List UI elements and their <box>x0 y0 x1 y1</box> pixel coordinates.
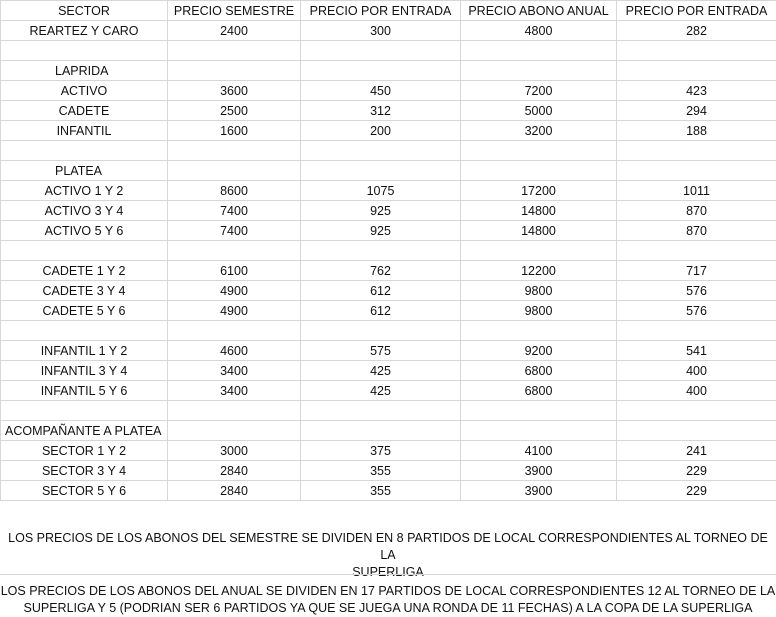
cell-empty <box>461 321 617 341</box>
header-row <box>1 1 776 21</box>
cell-sector: INFANTIL 3 Y 4 <box>1 361 168 381</box>
cell-precio-por-entrada-semestre: 355 <box>301 481 461 501</box>
section-row <box>1 161 776 181</box>
note-divider <box>0 574 776 575</box>
cell-precio-semestre: 2400 <box>168 21 301 41</box>
cell-precio-semestre: 2840 <box>168 461 301 481</box>
cell-precio-abono-anual: 3900 <box>461 481 617 501</box>
table-row <box>1 341 776 361</box>
cell-empty <box>301 141 461 161</box>
cell-empty <box>617 141 776 161</box>
note-semestre-line2: SUPERLIGA <box>352 565 424 579</box>
cell-precio-semestre: 4600 <box>168 341 301 361</box>
table-row <box>1 201 776 221</box>
cell-empty <box>461 421 617 441</box>
cell-precio-por-entrada-semestre: 425 <box>301 381 461 401</box>
cell-precio-por-entrada-anual: 576 <box>617 301 776 321</box>
cell-precio-por-entrada-anual: 282 <box>617 21 776 41</box>
cell-empty <box>461 61 617 81</box>
cell-precio-por-entrada-semestre: 355 <box>301 461 461 481</box>
cell-precio-semestre: 3400 <box>168 361 301 381</box>
cell-precio-por-entrada-semestre: 612 <box>301 281 461 301</box>
cell-empty <box>168 61 301 81</box>
blank-row <box>1 401 776 421</box>
cell-precio-semestre: 3000 <box>168 441 301 461</box>
cell-precio-abono-anual: 9800 <box>461 301 617 321</box>
table-row <box>1 381 776 401</box>
cell-precio-por-entrada-anual: 229 <box>617 461 776 481</box>
cell-precio-semestre: 4900 <box>168 281 301 301</box>
cell-sector: CADETE <box>1 101 168 121</box>
header-sector: SECTOR <box>1 1 168 21</box>
cell-precio-semestre: 4900 <box>168 301 301 321</box>
cell-sector: INFANTIL 5 Y 6 <box>1 381 168 401</box>
section-label: ACOMPAÑANTE A PLATEA <box>1 421 168 441</box>
cell-precio-abono-anual: 9800 <box>461 281 617 301</box>
cell-sector: CADETE 1 Y 2 <box>1 261 168 281</box>
cell-precio-por-entrada-semestre: 925 <box>301 221 461 241</box>
section-label: PLATEA <box>1 161 168 181</box>
cell-precio-por-entrada-semestre: 575 <box>301 341 461 361</box>
cell-precio-abono-anual: 6800 <box>461 361 617 381</box>
cell-precio-semestre: 2500 <box>168 101 301 121</box>
cell-precio-semestre: 7400 <box>168 221 301 241</box>
cell-precio-abono-anual: 4800 <box>461 21 617 41</box>
blank-row <box>1 241 776 261</box>
table-row <box>1 441 776 461</box>
cell-precio-por-entrada-anual: 229 <box>617 481 776 501</box>
note-semestre-line1: LOS PRECIOS DE LOS ABONOS DEL SEMESTRE SE DIVIDEN EN 8 PARTIDOS DE LOCAL CORRESPONDIENTES AL TORNEO DE LA <box>8 531 768 562</box>
section-row <box>1 61 776 81</box>
cell-precio-semestre: 7400 <box>168 201 301 221</box>
cell-precio-abono-anual: 3900 <box>461 461 617 481</box>
cell-empty <box>1 241 168 261</box>
cell-empty <box>168 41 301 61</box>
cell-precio-abono-anual: 3200 <box>461 121 617 141</box>
cell-precio-por-entrada-anual: 717 <box>617 261 776 281</box>
cell-precio-semestre: 2840 <box>168 481 301 501</box>
cell-empty <box>301 61 461 81</box>
cell-empty <box>168 241 301 261</box>
cell-empty <box>461 41 617 61</box>
table-row <box>1 301 776 321</box>
cell-precio-por-entrada-semestre: 425 <box>301 361 461 381</box>
table-row <box>1 481 776 501</box>
cell-empty <box>168 141 301 161</box>
cell-precio-semestre: 3400 <box>168 381 301 401</box>
table-row <box>1 121 776 141</box>
cell-precio-por-entrada-anual: 541 <box>617 341 776 361</box>
note-anual <box>0 583 776 617</box>
cell-empty <box>617 401 776 421</box>
cell-empty <box>168 421 301 441</box>
cell-precio-semestre: 1600 <box>168 121 301 141</box>
cell-empty <box>461 161 617 181</box>
cell-empty <box>301 41 461 61</box>
cell-empty <box>617 241 776 261</box>
header-precio-semestre: PRECIO SEMESTRE <box>168 1 301 21</box>
cell-precio-por-entrada-anual: 870 <box>617 221 776 241</box>
cell-empty <box>168 401 301 421</box>
cell-precio-abono-anual: 14800 <box>461 221 617 241</box>
cell-empty <box>301 241 461 261</box>
cell-sector: INFANTIL 1 Y 2 <box>1 341 168 361</box>
cell-precio-abono-anual: 12200 <box>461 261 617 281</box>
cell-precio-por-entrada-anual: 188 <box>617 121 776 141</box>
cell-empty <box>301 321 461 341</box>
cell-empty <box>617 61 776 81</box>
cell-precio-por-entrada-anual: 576 <box>617 281 776 301</box>
cell-sector: SECTOR 5 Y 6 <box>1 481 168 501</box>
cell-precio-semestre: 6100 <box>168 261 301 281</box>
cell-precio-por-entrada-semestre: 762 <box>301 261 461 281</box>
cell-empty <box>461 241 617 261</box>
blank-row <box>1 321 776 341</box>
table-row <box>1 81 776 101</box>
cell-empty <box>301 161 461 181</box>
header-precio-por-entrada-anual: PRECIO POR ENTRADA <box>617 1 776 21</box>
header-precio-por-entrada-semestre: PRECIO POR ENTRADA <box>301 1 461 21</box>
cell-precio-por-entrada-semestre: 925 <box>301 201 461 221</box>
cell-precio-por-entrada-anual: 423 <box>617 81 776 101</box>
price-table-body <box>1 1 776 501</box>
cell-empty <box>1 141 168 161</box>
cell-sector: SECTOR 3 Y 4 <box>1 461 168 481</box>
cell-empty <box>301 401 461 421</box>
blank-row <box>1 141 776 161</box>
cell-precio-abono-anual: 6800 <box>461 381 617 401</box>
cell-empty <box>301 421 461 441</box>
cell-empty <box>168 321 301 341</box>
cell-precio-por-entrada-anual: 241 <box>617 441 776 461</box>
cell-sector: ACTIVO 3 Y 4 <box>1 201 168 221</box>
cell-precio-por-entrada-anual: 400 <box>617 381 776 401</box>
cell-empty <box>1 401 168 421</box>
cell-precio-por-entrada-semestre: 300 <box>301 21 461 41</box>
cell-empty <box>617 421 776 441</box>
table-row <box>1 21 776 41</box>
cell-precio-abono-anual: 14800 <box>461 201 617 221</box>
cell-precio-abono-anual: 9200 <box>461 341 617 361</box>
table-row <box>1 221 776 241</box>
cell-precio-por-entrada-anual: 294 <box>617 101 776 121</box>
cell-sector: SECTOR 1 Y 2 <box>1 441 168 461</box>
cell-precio-por-entrada-semestre: 1075 <box>301 181 461 201</box>
cell-sector: CADETE 3 Y 4 <box>1 281 168 301</box>
blank-row <box>1 41 776 61</box>
cell-empty <box>461 141 617 161</box>
cell-precio-por-entrada-semestre: 312 <box>301 101 461 121</box>
cell-sector: ACTIVO 1 Y 2 <box>1 181 168 201</box>
cell-precio-por-entrada-semestre: 375 <box>301 441 461 461</box>
cell-sector: INFANTIL <box>1 121 168 141</box>
cell-precio-abono-anual: 7200 <box>461 81 617 101</box>
table-row <box>1 461 776 481</box>
cell-precio-abono-anual: 17200 <box>461 181 617 201</box>
cell-empty <box>168 161 301 181</box>
table-row <box>1 261 776 281</box>
section-label: LAPRIDA <box>1 61 168 81</box>
cell-empty <box>1 41 168 61</box>
cell-sector: ACTIVO <box>1 81 168 101</box>
header-precio-abono-anual: PRECIO ABONO ANUAL <box>461 1 617 21</box>
table-row <box>1 181 776 201</box>
table-row <box>1 101 776 121</box>
cell-sector: REARTEZ Y CARO <box>1 21 168 41</box>
cell-precio-por-entrada-semestre: 450 <box>301 81 461 101</box>
cell-precio-por-entrada-anual: 1011 <box>617 181 776 201</box>
table-row <box>1 361 776 381</box>
cell-precio-semestre: 3600 <box>168 81 301 101</box>
note-anual-line1: LOS PRECIOS DE LOS ABONOS DEL ANUAL SE DIVIDEN EN 17 PARTIDOS DE LOCAL CORRESPONDIENTES 12 AL TORNEO DE LA <box>0 584 776 598</box>
cell-precio-abono-anual: 4100 <box>461 441 617 461</box>
cell-empty <box>461 401 617 421</box>
section-row <box>1 421 776 441</box>
cell-precio-semestre: 8600 <box>168 181 301 201</box>
cell-sector: CADETE 5 Y 6 <box>1 301 168 321</box>
cell-empty <box>617 41 776 61</box>
cell-precio-por-entrada-anual: 400 <box>617 361 776 381</box>
cell-precio-por-entrada-semestre: 612 <box>301 301 461 321</box>
cell-precio-por-entrada-anual: 870 <box>617 201 776 221</box>
cell-precio-abono-anual: 5000 <box>461 101 617 121</box>
table-row <box>1 281 776 301</box>
cell-empty <box>1 321 168 341</box>
note-anual-line2: SUPERLIGA Y 5 (PODRIAN SER 6 PARTIDOS YA QUE SE JUEGA UNA RONDA DE 11 FECHAS) A LA COPA DE LA SUPERLIGA <box>23 601 753 615</box>
cell-empty <box>617 321 776 341</box>
cell-precio-por-entrada-semestre: 200 <box>301 121 461 141</box>
cell-empty <box>617 161 776 181</box>
cell-sector: ACTIVO 5 Y 6 <box>1 221 168 241</box>
